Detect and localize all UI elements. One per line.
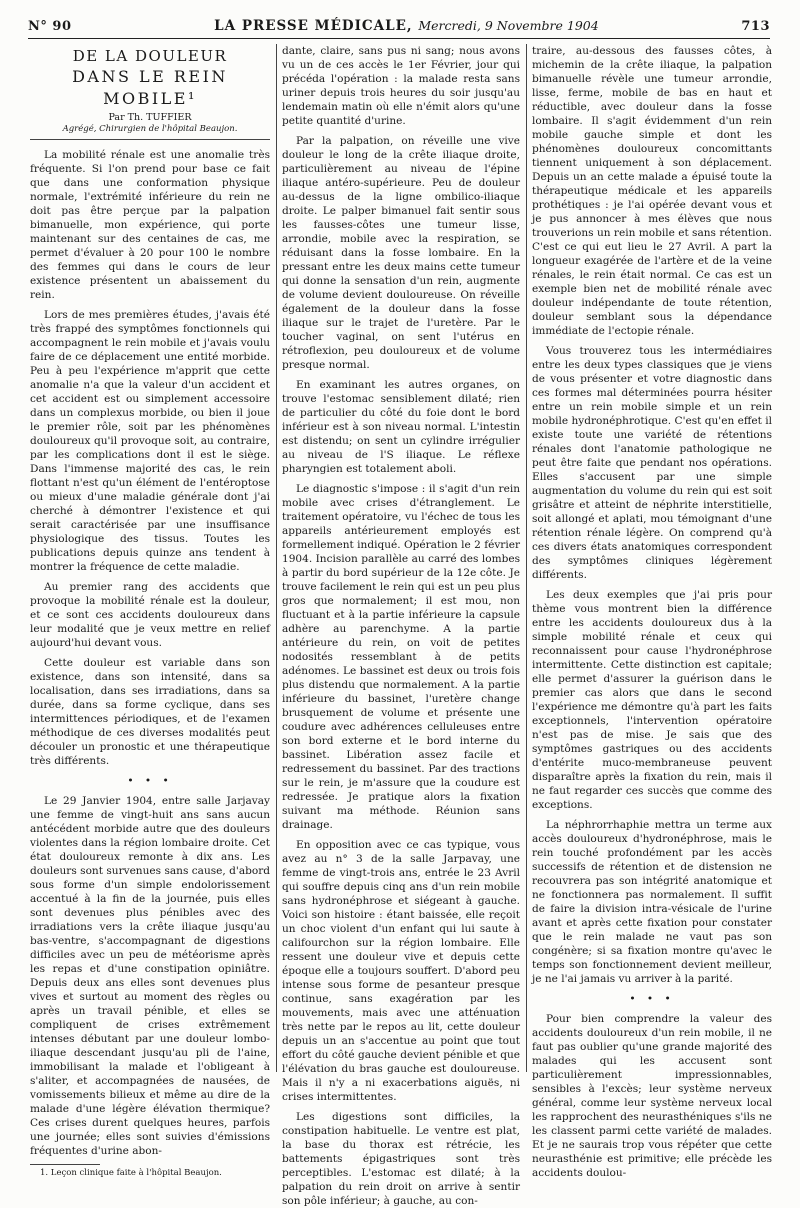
header-rule <box>28 38 770 39</box>
paragraph: Par la palpation, on réveille une vive douleur le long de la crête iliaque droite, particulièrement au niveau de l'épine iliaque antéro-supérieure. Peu de douleur au-dessus de la ligne ombilico-iliaque droite. Le palper bimanuel fait sentir sous les fausses-côtes une tumeur lisse, arrondie, mobile avec la respiration, se réduisant dans la fosse lombaire. En la pressant entre les deux mains cette tumeur qui donne la sensation d'un rein, augmente de volume devient douloureuse. On réveille également de la douleur dans la fosse iliaque sur le trajet de l'uretère. Par le toucher vaginal, on sent l'utérus en rétroflexion, peu douloureux et de volume presque normal. <box>282 135 520 371</box>
paragraph: Le 29 Janvier 1904, entre salle Jarjavay une femme de vingt-huit ans sans aucun antécédent morbide autre que des douleurs violentes dans la région lombaire droite. Cet état douloureux remonte à dix ans. Les douleurs sont survenues sans cause, d'abord sous forme d'un simple endolorissement accentué à la fin de la journée, puis elles sont devenues plus pénibles avec des irradiations vers la crête iliaque jusqu'au bas-ventre, s'accompagnant de digestions difficiles avec un peu de météorisme après les repas et d'une constipation opiniâtre. Depuis deux ans elles sont devenues plus vives et surtout au moment des règles ou après un travail pénible, et elles se compliquent de crises extrêmement intenses débutant par une douleur lombo-iliaque descendant jusqu'au pli de l'aine, immobilisant la malade et l'obligeant à s'aliter, et accompagnées de nausées, de vomissements bilieux et même au dire de la malade d'une légère élévation thermique? Ces crises durent quelques heures, parfois une journée; elles sont suivies d'émissions fréquentes d'urine abon- <box>30 795 270 1157</box>
author-affiliation: Agrégé, Chirurgien de l'hôpital Beaujon. <box>62 124 238 134</box>
paragraph: dante, claire, sans pus ni sang; nous avons vu un de ces accès le 1er Février, jour qui précéda l'opération : la malade resta sans uriner depuis trois heures du soir jusqu'au lendemain matin où elle n'émit alors qu'une petite quantité d'urine. <box>282 45 520 127</box>
paragraph: Cette douleur est variable dans son existence, dans son intensité, dans sa localisation, dans ses irradiations, dans sa durée, dans sa forme cyclique, dans ses intermittences périodiques, et de l'examen méthodique de ces diverses modalités peut découler un pronostic et une thérapeutique très différents. <box>30 657 270 767</box>
column-1 <box>30 44 270 1178</box>
issue-date: Mercredi, 9 Novembre 1904 <box>418 18 599 33</box>
title-rule <box>30 139 270 140</box>
issue-number: N° 90 <box>28 19 72 34</box>
paragraph: Vous trouverez tous les intermédiaires entre les deux types classiques que je viens de vous présenter et votre diagnostic dans ces formes mal déterminées pourra hésiter entre un rein mobile simple et un rein mobile hydronéphrotique. C'est qu'en effet il existe toute une variété de rétentions rénales dont l'anatomie pathologique ne peut être faite que pendant nos opérations. Elles s'accusent par une simple augmentation du volume du rein qui est soit grisâtre et atteint de néphrite interstitielle, soit allongé et aplati, mou témoignant d'une rétention rénale légère. On comprend qu'à ces divers états anatomiques correspondent des symptômes cliniques légèrement différents. <box>532 345 772 581</box>
article-title-line2: DANS LE REIN MOBILE¹ <box>72 67 228 108</box>
footnote: 1. Leçon clinique faite à l'hôpital Beaujon. <box>40 1168 222 1178</box>
paragraph: traire, au-dessous des fausses côtes, à michemin de la crête iliaque, la palpation bimanuelle révèle une tumeur arrondie, lisse, ferme, mobile de bas en haut et réductible, avec douleur dans la fosse lombaire. Il s'agit évidemment d'un rein mobile gauche simple et dont les phénomènes douloureux concomittants tiennent uniquement à son déplacement. Depuis un an cette malade a épuisé toute la thérapeutique médicale et les appareils prothétiques : je l'ai opérée devant vous et je pus annoncer à mes élèves que nous trouverions un rein mobile et sans rétention. C'est ce qui eut lieu le 27 Avril. A part la longueur exagérée de l'artère et de la veine rénales, le rein était normal. Ce cas est un exemple bien net de mobilité rénale avec douleur indépendante de toute rétention, douleur semblant sous la dépendance immédiate de l'ectopie rénale. <box>532 45 772 337</box>
paragraph: Au premier rang des accidents que provoque la mobilité rénale est la douleur, et ce sont ces accidents douloureux dans leur modalité que je veux mettre en relief aujourd'hui devant vous. <box>30 581 270 649</box>
journal-name: LA PRESSE MÉDICALE, <box>214 18 413 34</box>
paragraph: Le diagnostic s'impose : il s'agit d'un rein mobile avec crises d'étranglement. Le traitement opératoire, vu l'échec de tous les appareils antérieurement employés est formellement indiqué. Opération le 2 février 1904. Incision parallèle au carré des lombes à partir du bord supérieur de la 12e côte. Je trouve facilement le rein qui est un peu plus gros que normalement; il est mou, non fluctuant et à la partie inférieure la capsule adhère au parenchyme. A la partie antérieure du rein, on voit de petites nodosités ressemblant à de petits adénomes. Le bassinet est deux ou trois fois plus distendu que normalement. A la partie inférieure du bassinet, l'uretère change brusquement de volume et présente une coudure avec adhérences celluleuses entre son bord externe et le bord interne du bassinet. Libération assez facile et redressement du bassinet. Par des tractions sur le rein, je m'assure que la coudure est redressée. Je pratique alors la fixation suivant ma méthode. Réunion sans drainage. <box>282 483 520 831</box>
column-divider <box>276 44 277 1072</box>
paragraph: Pour bien comprendre la valeur des accidents douloureux d'un rein mobile, il ne faut pas oublier qu'une grande majorité des malades qui les accusent sont particulièrement impressionnables, sensibles à l'excès; leur système nerveux général, comme leur système nerveux local les rapprochent des neurasthéniques s'ils ne les classent parmi cette variété de malades. Et je ne saurais trop vous répéter que cette neurasthénie est primitive; elle précède les accidents doulou- <box>532 1013 772 1179</box>
running-header <box>28 14 770 34</box>
article-title-line1: DE LA DOULEUR <box>72 47 228 65</box>
footnote-rule <box>30 1164 100 1165</box>
paragraph: En opposition avec ce cas typique, vous avez au n° 3 de la salle Jarpavay, une femme de vingt-trois ans, entrée le 23 Avril qui souffre depuis cinq ans d'un rein mobile sans hydronéphrose et siégeant à gauche. Voici son histoire : étant baissée, elle reçoit un choc violent d'un enfant qui lui saute à califourchon sur la région lombaire. Elle ressent une douleur vive et depuis cette époque elle a toujours souffert. D'abord peu intense sous forme de pesanteur presque continue, sans exagération par les mouvements, mais avec une atténuation très nette par le repos au lit, cette douleur depuis un an s'accentue au point que tout effort du côté gauche devient pénible et que l'élévation du bras gauche est douloureuse. Mais il n'y a ni exacerbations aiguës, ni crises intermittentes. <box>282 839 520 1103</box>
column-divider <box>526 44 527 1072</box>
column-2 <box>282 44 520 1207</box>
page-number: 713 <box>741 19 770 34</box>
section-separator: • • • <box>127 775 173 787</box>
paragraph: La mobilité rénale est une anomalie très fréquente. Si l'on prend pour base ce fait que dans une conformation physique normale, l'extrémité inférieure du rein ne doit pas être perçue par la palpation bimanuelle, mon expérience, qui porte maintenant sur des centaines de cas, me permet d'évaluer à 20 pour 100 le nombre des femmes qui dans le cours de leur existence présentent un abaissement du rein. <box>30 149 270 301</box>
paragraph: Les deux exemples que j'ai pris pour thème vous montrent bien la différence entre les accidents douloureux dus à la simple mobilité rénale et ceux qui reconnaissent pour cause l'hydronéphrose intermittente. Cette distinction est capitale; elle permet d'assurer la guérison dans le premier cas alors que dans le second l'expérience me démontre qu'à part les faits exceptionnels, l'intervention opératoire n'est pas de mise. Je sais que des symptômes gastriques ou des accidents d'entérite muco-membraneuse peuvent disparaître après la fixation du rein, mais il ne faut regarder ces succès que comme des exceptions. <box>532 589 772 811</box>
paragraph: Les digestions sont difficiles, la constipation habituelle. Le ventre est plat, la base du thorax est rétrécie, les battements épigastriques sont très perceptibles. L'estomac est dilaté; à la palpation du rein droit on arrive à sentir son pôle inférieur; à gauche, au con- <box>282 1111 520 1207</box>
paragraph: La néphrorrhaphie mettra un terme aux accès douloureux d'hydronéphrose, mais le rein touché profondément par les accès successifs de rétention et de distension ne recouvrera pas son intégrité anatomique et ne fonctionnera pas normalement. Il suffit de faire la division intra-vésicale de l'urine avant et après cette fixation pour constater que le rein malade ne vaut pas son congénère; si sa fixation montre qu'avec le temps son fonctionnement devient meilleur, je ne l'ai jamais vu arriver à la parité. <box>532 819 772 985</box>
paragraph: Lors de mes premières études, j'avais été très frappé des symptômes fonctionnels qui accompagnent le rein mobile et j'avais voulu faire de ce déplacement une entité morbide. Peu à peu l'expérience m'apprit que cette anomalie n'a que la valeur d'un accident et cet accident est ou simplement accessoire dans un complexus morbide, ou bien il joue le premier rôle, soit par les phénomènes douloureux qu'il provoque soit, au contraire, par les complications dont il est le siège. Dans l'immense majorité des cas, le rein flottant n'est qu'un élément de l'entéroptose ou mieux d'une maladie générale dont j'ai cherché à démontrer l'existence et qui serait caractérisée par une insuffisance physiologique des tissus. Toutes les publications depuis quinze ans tendent à montrer la fréquence de cette maladie. <box>30 309 270 573</box>
paragraph: En examinant les autres organes, on trouve l'estomac sensiblement dilaté; rien de particulier du côté du foie dont le bord inférieur est à son niveau normal. L'intestin est distendu; on sent un cylindre irrégulier au niveau de l'S iliaque. Le réflexe pharyngien est totalement aboli. <box>282 379 520 475</box>
masthead <box>214 18 599 34</box>
section-separator: • • • <box>629 993 675 1005</box>
article-author: Par Th. TUFFIER <box>108 112 192 123</box>
column-3 <box>532 44 772 1179</box>
